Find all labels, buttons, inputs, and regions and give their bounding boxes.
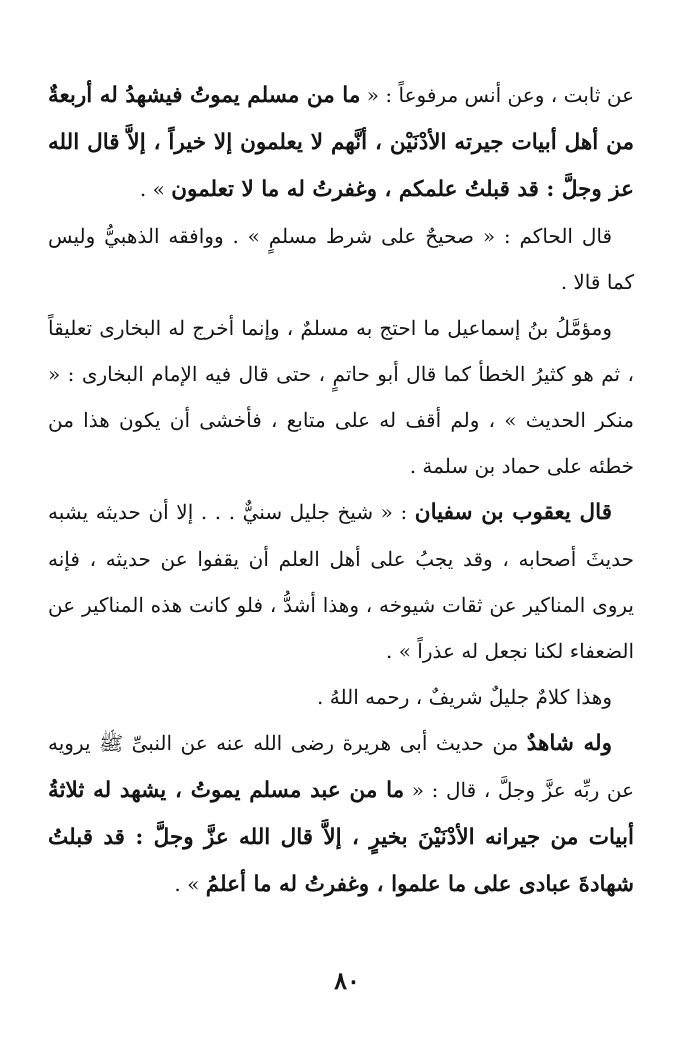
text-segment: ومؤمَّلُ بنُ إسماعيل ما احتج به مسلمٌ ، وإنما أخرج له البخارى تعليقاً ، ثم هو كثيرُ الخطأ كما قال أبو حاتمٍ ، حتى قال فيه الإمام البخارى : « منكر الحديث » ، ولم أقف له على متابع ، فأخشى أن يكون هذا من خطئه على حماد بن سلمة . (48, 316, 634, 478)
paragraph-hakim-ruling (48, 213, 634, 305)
hadith-text-bold: ما من عبد مسلم يموتُ ، يشهد له ثلاثةُ أبيات من جيرانه الأدْنَيْنَ بخيرٍ ، إلاَّ قال الله عزَّ وجلَّ : قد قبلتُ شهادةَ عبادى على ما علموا ، وغفرتُ له ما أعلمُ (48, 778, 634, 897)
text-segment: قال الحاكم : « صحيحٌ على شرط مسلمٍ » . ووافقه الذهبيُّ وليس كما قالا . (48, 224, 634, 294)
paragraph-praise (48, 674, 634, 720)
witness-label-bold: وله شاهدٌ (526, 731, 612, 756)
page-number: ٨٠ (334, 966, 360, 995)
text-segment: » . (139, 177, 172, 201)
text-segment: » . (174, 872, 206, 896)
page-body-text (48, 72, 634, 908)
paragraph-anas-hadith (48, 72, 634, 213)
paragraph-abu-hurayra-witness (48, 720, 634, 908)
text-segment: : « شيخ جليل سنيٌّ . . . إلا أن حديثه يشبه حديثَ أصحابه ، وقد يجبُ على أهل العلم أن يقفوا عن حديثه ، فإنه يروى المناكير عن ثقات شيوخه ، وهذا أشدُّ ، فلو كانت هذه المناكير عن الضعفاء لكنا نجعل له عذراً » . (48, 500, 634, 663)
hadith-text-bold: ما من مسلم يموتُ فيشهدُ له أربعةٌ من أهل أبيات جيرته الأدْنَيْن ، أنَّهم لا يعلمون إلا خيراً ، إلاَّ قال الله عز وجلَّ : قد قبلتُ علمكم ، وغفرتُ له ما لا تعلمون (48, 83, 634, 202)
text-segment: عن ثابت ، وعن أنس مرفوعاً : « (360, 83, 635, 107)
text-segment: من حديث أبى هريرة رضى الله عنه عن النبىِّ ﷺ يرويه عن ربِّه عزَّ وجلَّ ، قال : « (48, 731, 635, 802)
text-segment: وهذا كلامٌ جليلٌ شريفٌ ، رحمه اللهُ . (317, 685, 612, 709)
paragraph-yaqub-quote (48, 489, 634, 674)
paragraph-muammal-critique (48, 305, 634, 489)
scholar-name-bold: قال يعقوب بن سفيان (414, 500, 612, 525)
